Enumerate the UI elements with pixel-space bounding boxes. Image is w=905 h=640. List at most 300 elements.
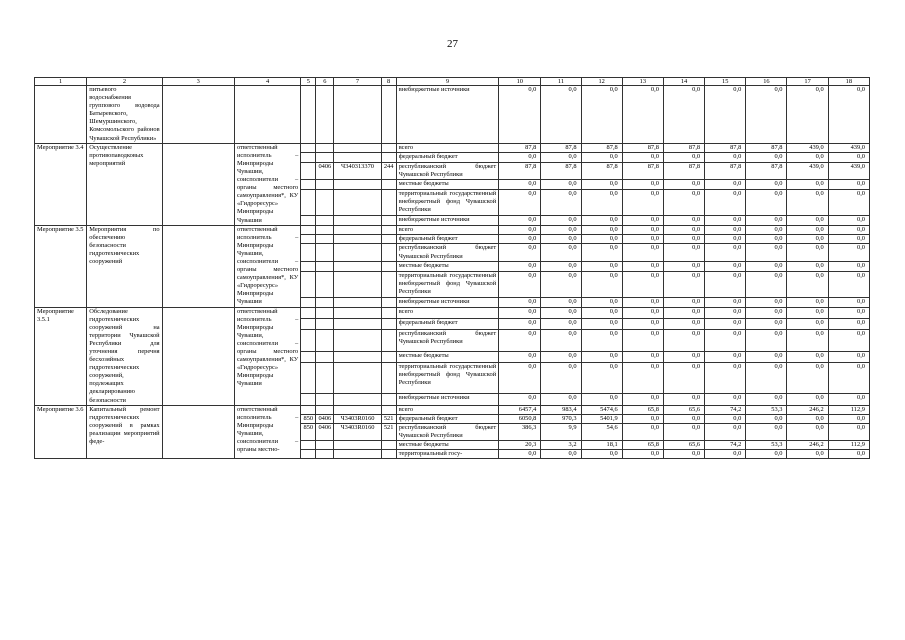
grbs-code: [301, 216, 316, 226]
amount-cell: 0,0: [705, 414, 746, 423]
column-header: 17: [787, 78, 828, 86]
amount-cell: 0,0: [622, 423, 663, 440]
measure-id: Мероприятие 3.5: [35, 225, 87, 307]
amount-cell: 0,0: [622, 307, 663, 318]
amount-cell: 0,0: [828, 271, 869, 297]
amount-cell: 0,0: [499, 86, 541, 144]
amount-cell: 0,0: [787, 450, 828, 459]
funding-source: местные бюджеты: [396, 262, 498, 271]
amount-cell: 0,0: [746, 189, 787, 215]
grbs-code: [301, 235, 316, 244]
vr-code: [381, 189, 396, 215]
rz-pr-code: [316, 271, 334, 297]
column-header: 7: [334, 78, 381, 86]
funding-source: федеральный бюджет: [396, 235, 498, 244]
csr-code: [334, 351, 381, 362]
rz-pr-code: 0406: [316, 414, 334, 423]
grbs-code: [301, 244, 316, 262]
amount-cell: 0,0: [787, 225, 828, 234]
csr-code: [334, 86, 381, 144]
amount-cell: 87,8: [581, 162, 622, 180]
amount-cell: 0,0: [663, 351, 704, 362]
funding-source: территориальный государственный внебюджетный фонд Чувашской Республики: [396, 189, 498, 215]
amount-cell: 0,0: [705, 330, 746, 351]
amount-cell: 0,0: [499, 298, 541, 308]
table-row: [35, 405, 870, 414]
amount-cell: 0,0: [746, 414, 787, 423]
target-indicator: [162, 307, 234, 405]
grbs-code: [301, 441, 316, 450]
amount-cell: 0,0: [663, 189, 704, 215]
amount-cell: 0,0: [828, 180, 869, 189]
amount-cell: 0,0: [828, 86, 869, 144]
csr-code: [334, 235, 381, 244]
amount-cell: 0,0: [499, 244, 541, 262]
amount-cell: 0,0: [705, 216, 746, 226]
target-indicator: [162, 143, 234, 225]
amount-cell: 65,8: [622, 441, 663, 450]
amount-cell: 0,0: [705, 180, 746, 189]
amount-cell: 0,0: [581, 450, 622, 459]
grbs-code: 850: [301, 414, 316, 423]
amount-cell: 0,0: [828, 394, 869, 405]
amount-cell: 0,0: [746, 225, 787, 234]
amount-cell: 0,0: [581, 307, 622, 318]
grbs-code: 850: [301, 423, 316, 440]
column-header: 5: [301, 78, 316, 86]
column-header: 14: [663, 78, 704, 86]
rz-pr-code: [316, 405, 334, 414]
amount-cell: 0,0: [787, 262, 828, 271]
target-indicator: [162, 86, 234, 144]
funding-source: местные бюджеты: [396, 441, 498, 450]
csr-code: [334, 394, 381, 405]
rz-pr-code: [316, 298, 334, 308]
vr-code: [381, 405, 396, 414]
amount-cell: 0,0: [746, 351, 787, 362]
amount-cell: 439,0: [787, 162, 828, 180]
amount-cell: 0,0: [622, 216, 663, 226]
amount-cell: 0,0: [828, 450, 869, 459]
amount-cell: 0,0: [705, 153, 746, 162]
funding-source: федеральный бюджет: [396, 414, 498, 423]
responsible-executor: ответственный исполнитель – Минприроды Чувашии, соисполнители – органы местно-: [234, 405, 300, 459]
amount-cell: 0,0: [541, 235, 581, 244]
amount-cell: 87,8: [622, 143, 663, 152]
amount-cell: 0,0: [787, 180, 828, 189]
amount-cell: 0,0: [663, 180, 704, 189]
vr-code: [381, 262, 396, 271]
amount-cell: 0,0: [787, 414, 828, 423]
amount-cell: 0,0: [581, 189, 622, 215]
amount-cell: 0,0: [581, 180, 622, 189]
rz-pr-code: 0406: [316, 162, 334, 180]
amount-cell: 0,0: [541, 225, 581, 234]
rz-pr-code: [316, 235, 334, 244]
grbs-code: [301, 318, 316, 329]
vr-code: [381, 307, 396, 318]
rz-pr-code: [316, 216, 334, 226]
amount-cell: 112,9: [828, 441, 869, 450]
amount-cell: 0,0: [581, 330, 622, 351]
amount-cell: 0,0: [787, 362, 828, 393]
amount-cell: 0,0: [663, 235, 704, 244]
amount-cell: 0,0: [541, 394, 581, 405]
csr-code: [334, 405, 381, 414]
measure-id: Мероприятие 3.5.1: [35, 307, 87, 405]
rz-pr-code: [316, 244, 334, 262]
funding-source: внебюджетные источники: [396, 298, 498, 308]
amount-cell: 0,0: [499, 153, 541, 162]
amount-cell: 0,0: [622, 244, 663, 262]
amount-cell: 0,0: [787, 216, 828, 226]
measure-id: Мероприятие 3.6: [35, 405, 87, 459]
rz-pr-code: [316, 362, 334, 393]
amount-cell: 0,0: [787, 189, 828, 215]
column-header: 18: [828, 78, 869, 86]
amount-cell: 0,0: [787, 153, 828, 162]
grbs-code: [301, 153, 316, 162]
amount-cell: 0,0: [663, 307, 704, 318]
amount-cell: 53,3: [746, 405, 787, 414]
amount-cell: 0,0: [581, 362, 622, 393]
amount-cell: 0,0: [746, 180, 787, 189]
rz-pr-code: [316, 189, 334, 215]
amount-cell: 0,0: [581, 153, 622, 162]
amount-cell: 53,3: [746, 441, 787, 450]
amount-cell: 0,0: [828, 216, 869, 226]
amount-cell: 0,0: [746, 262, 787, 271]
amount-cell: 0,0: [663, 86, 704, 144]
csr-code: [334, 262, 381, 271]
amount-cell: 0,0: [541, 271, 581, 297]
amount-cell: 0,0: [541, 351, 581, 362]
rz-pr-code: [316, 86, 334, 144]
amount-cell: 87,8: [746, 162, 787, 180]
amount-cell: 87,8: [705, 162, 746, 180]
amount-cell: 0,0: [499, 318, 541, 329]
amount-cell: 0,0: [705, 318, 746, 329]
amount-cell: 0,0: [705, 235, 746, 244]
grbs-code: [301, 450, 316, 459]
amount-cell: 5401,9: [581, 414, 622, 423]
csr-code: [334, 450, 381, 459]
amount-cell: 0,0: [663, 318, 704, 329]
rz-pr-code: [316, 262, 334, 271]
csr-code: [334, 330, 381, 351]
measure-description: питьевого водоснабжения группового водовода Батыревского, Шемуршинского, Комсомольского районов Чувашской Республики»: [87, 86, 162, 144]
funding-source: всего: [396, 307, 498, 318]
grbs-code: [301, 225, 316, 234]
funding-source: всего: [396, 143, 498, 152]
measure-description: Обследование гидротехнических сооружений на территории Чувашской Республики для уточнения перечня бесхозяйных гидротехнических сооружений, подлежащих декларированию безопасности: [87, 307, 162, 405]
amount-cell: 0,0: [663, 423, 704, 440]
column-header: 11: [541, 78, 581, 86]
rz-pr-code: [316, 225, 334, 234]
csr-code: Ч340313370: [334, 162, 381, 180]
amount-cell: 0,0: [828, 351, 869, 362]
target-indicator: [162, 405, 234, 459]
amount-cell: 0,0: [499, 189, 541, 215]
amount-cell: 0,0: [828, 189, 869, 215]
amount-cell: 0,0: [663, 298, 704, 308]
amount-cell: 0,0: [541, 330, 581, 351]
vr-code: [381, 180, 396, 189]
csr-code: [334, 307, 381, 318]
amount-cell: 0,0: [663, 244, 704, 262]
amount-cell: 0,0: [581, 235, 622, 244]
funding-source: республиканский бюджет Чувашской Республики: [396, 244, 498, 262]
vr-code: [381, 153, 396, 162]
funding-source: местные бюджеты: [396, 351, 498, 362]
amount-cell: 0,0: [828, 225, 869, 234]
amount-cell: 65,8: [622, 405, 663, 414]
grbs-code: [301, 307, 316, 318]
page-number: 27: [447, 38, 458, 50]
amount-cell: 0,0: [541, 153, 581, 162]
rz-pr-code: [316, 330, 334, 351]
amount-cell: 0,0: [622, 362, 663, 393]
table-row: [35, 307, 870, 318]
amount-cell: 0,0: [499, 307, 541, 318]
amount-cell: 0,0: [705, 351, 746, 362]
amount-cell: 0,0: [499, 180, 541, 189]
responsible-executor: ответственный исполнитель – Минприроды Чувашии, соисполнители – органы местного самоуправления*, КУ «Гидроресурс» Минприроды Чувашии: [234, 143, 300, 225]
responsible-executor: ответственный исполнитель – Минприроды Чувашии, соисполнители – органы местного самоуправления*, КУ «Гидроресурс» Минприроды Чувашии: [234, 307, 300, 405]
amount-cell: 0,0: [746, 318, 787, 329]
amount-cell: 0,0: [828, 362, 869, 393]
amount-cell: 0,0: [663, 271, 704, 297]
amount-cell: 0,0: [541, 180, 581, 189]
amount-cell: 0,0: [705, 298, 746, 308]
vr-code: [381, 143, 396, 152]
amount-cell: 0,0: [622, 189, 663, 215]
amount-cell: 0,0: [663, 394, 704, 405]
amount-cell: 0,0: [541, 318, 581, 329]
amount-cell: 9,9: [541, 423, 581, 440]
amount-cell: 0,0: [581, 394, 622, 405]
csr-code: [334, 189, 381, 215]
column-header: 2: [87, 78, 162, 86]
amount-cell: 0,0: [746, 86, 787, 144]
csr-code: [334, 318, 381, 329]
amount-cell: 0,0: [705, 262, 746, 271]
amount-cell: 0,0: [622, 235, 663, 244]
header-row: [35, 78, 870, 86]
measure-id: Мероприятие 3.4: [35, 143, 87, 225]
amount-cell: 0,0: [581, 318, 622, 329]
amount-cell: 0,0: [746, 235, 787, 244]
amount-cell: 0,0: [622, 225, 663, 234]
amount-cell: 0,0: [541, 362, 581, 393]
amount-cell: 0,0: [828, 307, 869, 318]
amount-cell: 0,0: [746, 298, 787, 308]
csr-code: [334, 441, 381, 450]
amount-cell: 0,0: [581, 351, 622, 362]
amount-cell: 0,0: [828, 318, 869, 329]
measure-description: Осуществление противопаводковых мероприятий: [87, 143, 162, 225]
vr-code: [381, 244, 396, 262]
amount-cell: 6050,8: [499, 414, 541, 423]
vr-code: [381, 394, 396, 405]
vr-code: 521: [381, 414, 396, 423]
rz-pr-code: [316, 318, 334, 329]
amount-cell: 87,8: [746, 143, 787, 152]
grbs-code: [301, 189, 316, 215]
funding-source: внебюджетные источники: [396, 86, 498, 144]
amount-cell: 0,0: [705, 244, 746, 262]
measure-id: [35, 86, 87, 144]
amount-cell: 0,0: [499, 216, 541, 226]
amount-cell: 0,0: [787, 394, 828, 405]
amount-cell: 87,8: [622, 162, 663, 180]
vr-code: 521: [381, 423, 396, 440]
funding-source: местные бюджеты: [396, 180, 498, 189]
amount-cell: 0,0: [663, 153, 704, 162]
amount-cell: 246,2: [787, 441, 828, 450]
amount-cell: 18,1: [581, 441, 622, 450]
amount-cell: 0,0: [787, 307, 828, 318]
grbs-code: [301, 262, 316, 271]
column-header: 16: [746, 78, 787, 86]
amount-cell: 0,0: [787, 351, 828, 362]
amount-cell: 0,0: [581, 225, 622, 234]
grbs-code: [301, 298, 316, 308]
funding-source: всего: [396, 225, 498, 234]
csr-code: [334, 216, 381, 226]
amount-cell: 0,0: [499, 394, 541, 405]
vr-code: [381, 235, 396, 244]
funding-source: всего: [396, 405, 498, 414]
grbs-code: [301, 86, 316, 144]
grbs-code: [301, 351, 316, 362]
column-header: 15: [705, 78, 746, 86]
amount-cell: 0,0: [622, 153, 663, 162]
amount-cell: 0,0: [541, 189, 581, 215]
amount-cell: 0,0: [828, 414, 869, 423]
column-header: 13: [622, 78, 663, 86]
amount-cell: 0,0: [746, 330, 787, 351]
vr-code: 244: [381, 162, 396, 180]
amount-cell: 5474,6: [581, 405, 622, 414]
rz-pr-code: [316, 351, 334, 362]
csr-code: Ч3403R0160: [334, 414, 381, 423]
column-header: 1: [35, 78, 87, 86]
funding-source: территориальный госу-: [396, 450, 498, 459]
csr-code: [334, 225, 381, 234]
amount-cell: 0,0: [622, 351, 663, 362]
amount-cell: 0,0: [622, 330, 663, 351]
amount-cell: 0,0: [828, 153, 869, 162]
rz-pr-code: [316, 153, 334, 162]
amount-cell: 0,0: [581, 271, 622, 297]
amount-cell: 0,0: [705, 271, 746, 297]
amount-cell: 0,0: [828, 262, 869, 271]
amount-cell: 54,6: [581, 423, 622, 440]
amount-cell: 0,0: [541, 244, 581, 262]
rz-pr-code: [316, 394, 334, 405]
amount-cell: 439,0: [787, 143, 828, 152]
vr-code: [381, 216, 396, 226]
amount-cell: 87,8: [541, 162, 581, 180]
grbs-code: [301, 330, 316, 351]
funding-source: территориальный государственный внебюджетный фонд Чувашской Республики: [396, 362, 498, 393]
budget-table: [34, 77, 870, 459]
grbs-code: [301, 271, 316, 297]
amount-cell: 87,8: [541, 143, 581, 152]
vr-code: [381, 225, 396, 234]
table-row: [35, 143, 870, 152]
amount-cell: 0,0: [541, 450, 581, 459]
amount-cell: 0,0: [746, 216, 787, 226]
amount-cell: 0,0: [541, 298, 581, 308]
amount-cell: 87,8: [499, 162, 541, 180]
amount-cell: 74,2: [705, 441, 746, 450]
amount-cell: 246,2: [787, 405, 828, 414]
amount-cell: 0,0: [746, 244, 787, 262]
vr-code: [381, 450, 396, 459]
amount-cell: 0,0: [787, 235, 828, 244]
vr-code: [381, 330, 396, 351]
rz-pr-code: 0406: [316, 423, 334, 440]
amount-cell: 0,0: [499, 235, 541, 244]
amount-cell: 0,0: [499, 262, 541, 271]
funding-source: республиканский бюджет Чувашской Республики: [396, 423, 498, 440]
amount-cell: 439,0: [828, 143, 869, 152]
grbs-code: [301, 143, 316, 152]
amount-cell: 0,0: [663, 414, 704, 423]
amount-cell: 0,0: [499, 351, 541, 362]
grbs-code: [301, 405, 316, 414]
grbs-code: [301, 162, 316, 180]
amount-cell: 0,0: [828, 423, 869, 440]
rz-pr-code: [316, 143, 334, 152]
amount-cell: 0,0: [705, 307, 746, 318]
amount-cell: 0,0: [746, 394, 787, 405]
amount-cell: 87,8: [705, 143, 746, 152]
csr-code: [334, 271, 381, 297]
funding-source: федеральный бюджет: [396, 153, 498, 162]
amount-cell: 112,9: [828, 405, 869, 414]
funding-source: федеральный бюджет: [396, 318, 498, 329]
csr-code: [334, 244, 381, 262]
csr-code: [334, 143, 381, 152]
amount-cell: 0,0: [787, 318, 828, 329]
column-header: 9: [396, 78, 498, 86]
amount-cell: 0,0: [663, 225, 704, 234]
funding-source: республиканский бюджет Чувашской Республики: [396, 330, 498, 351]
rz-pr-code: [316, 450, 334, 459]
amount-cell: 0,0: [622, 180, 663, 189]
amount-cell: 0,0: [705, 423, 746, 440]
amount-cell: 0,0: [541, 262, 581, 271]
measure-description: Мероприятия по обеспечению безопасности гидротехнических сооружений: [87, 225, 162, 307]
amount-cell: 0,0: [746, 423, 787, 440]
amount-cell: 0,0: [787, 86, 828, 144]
column-header: 4: [234, 78, 300, 86]
amount-cell: 0,0: [828, 235, 869, 244]
column-header: 6: [316, 78, 334, 86]
amount-cell: 0,0: [705, 394, 746, 405]
amount-cell: 0,0: [622, 298, 663, 308]
amount-cell: 0,0: [499, 271, 541, 297]
amount-cell: 0,0: [705, 189, 746, 215]
amount-cell: 3,2: [541, 441, 581, 450]
responsible-executor: ответственный исполнитель – Минприроды Чувашии, соисполнители – органы местного самоуправления*, КУ «Гидроресурс» Минприроды Чувашии: [234, 225, 300, 307]
csr-code: [334, 362, 381, 393]
amount-cell: 0,0: [828, 298, 869, 308]
amount-cell: 0,0: [787, 423, 828, 440]
